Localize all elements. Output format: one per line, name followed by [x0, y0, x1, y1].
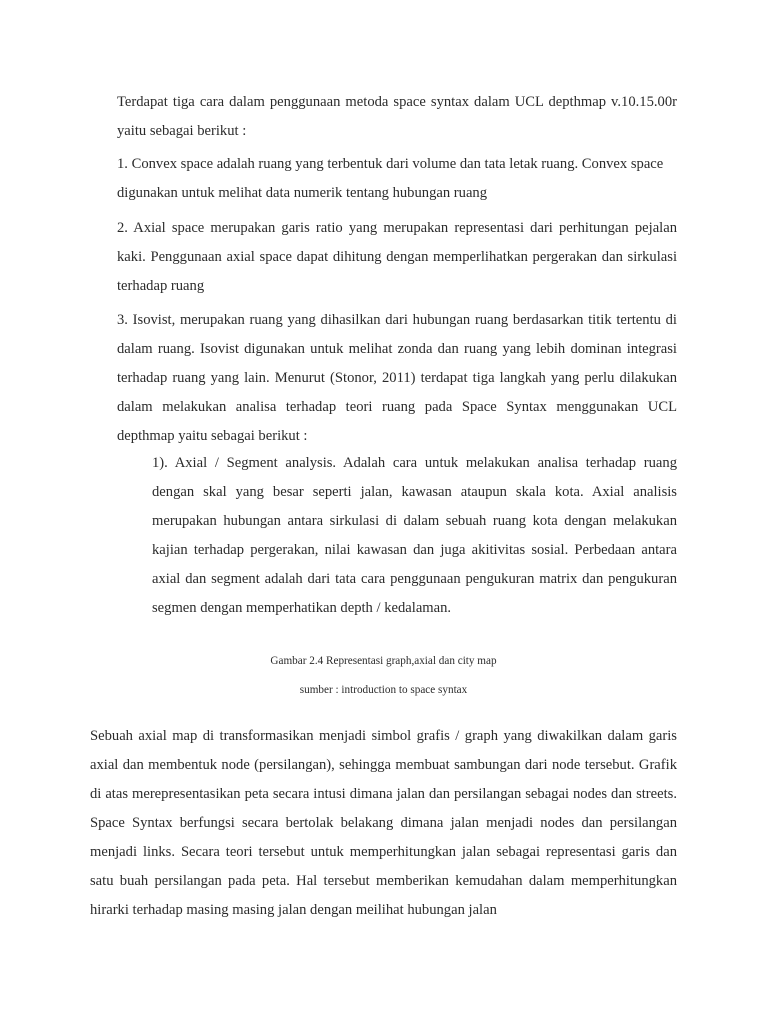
figure-caption: Gambar 2.4 Representasi graph,axial dan city map: [270, 655, 497, 667]
list-item-axial-space: 2. Axial space merupakan garis ratio yang merupakan representasi dari perhitungan pejalan kaki. Penggunaan axial space dapat dihitung dengan memperlihatkan pergerakan dan sirkulasi terhadap ruang: [117, 220, 677, 294]
intro-paragraph: Terdapat tiga cara dalam penggunaan metoda space syntax dalam UCL depthmap v.10.15.00r yaitu sebagai berikut :: [117, 94, 677, 139]
list-item-isovist: 3. Isovist, merupakan ruang yang dihasilkan dari hubungan ruang berdasarkan titik tertentu di dalam ruang. Isovist digunakan untuk melihat zonda dan ruang yang lebih dominan integrasi terhadap ruang yang lain. Menurut (Stonor, 2011) terdapat tiga langkah yang perlu dilakukan dalam melakukan analisa terhadap teori ruang pada Space Syntax menggunakan UCL depthmap yaitu sebagai berikut :: [117, 312, 677, 444]
figure-source: sumber : introduction to space syntax: [299, 684, 468, 696]
list-item-convex-space: 1. Convex space adalah ruang yang terbentuk dari volume dan tata letak ruang. Convex space digunakan untuk melihat data numerik tentang hubungan ruang: [117, 156, 664, 201]
body-paragraph-axial-map: Sebuah axial map di transformasikan menjadi simbol grafis / graph yang diwakilkan dalam garis axial dan membentuk node (persilangan), sehingga membuat sambungan dari node tersebut. Grafik di atas merepresentasikan peta secara intusi dimana jalan dan persilangan sebagai nodes dan streets. Space Syntax berfungsi secara bertolak belakang dimana jalan menjadi nodes dan persilangan menjadi links. Secara teori tersebut untuk memperhitungkan jalan sebagai representasi garis dan satu buah persilangan pada peta. Hal tersebut memberikan kemudahan dalam memperhitungkan hirarki terhadap masing masing jalan dengan meilihat hubungan jalan: [90, 728, 677, 918]
sub-item-axial-segment-analysis: 1). Axial / Segment analysis. Adalah cara untuk melakukan analisa terhadap ruang dengan skal yang besar seperti jalan, kawasan ataupun skala kota. Axial analisis merupakan hubungan antara sirkulasi di dalam sebuah ruang kota dengan melakukan kajian terhadap pergerakan, nilai kawasan dan juga akitivitas sosial. Perbedaan antara axial dan segment adalah dari tata cara penggunaan pengukuran matrix dan pengukuran segmen dengan memperhatikan depth / kedalaman.: [152, 455, 677, 616]
